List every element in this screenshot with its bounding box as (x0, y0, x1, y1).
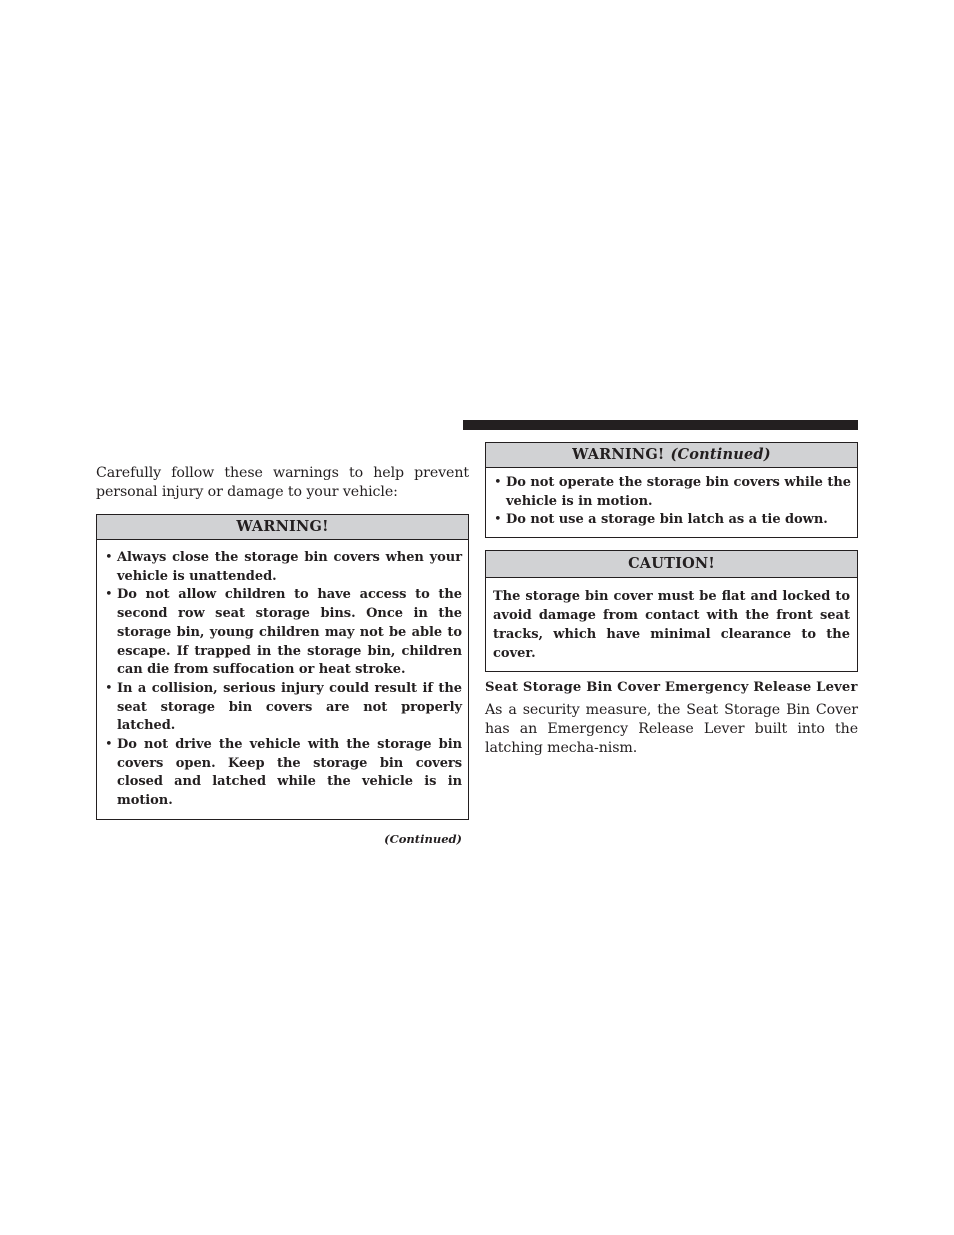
left-column (96, 464, 469, 846)
bullet-icon: • (105, 737, 113, 753)
bullet-icon: • (105, 550, 113, 565)
warning-body (97, 540, 468, 819)
caution-text: The storage bin cover must be flat and locked to avoid damage from contact with the front seat tracks, which have minimal clearance to the cover. (493, 589, 850, 662)
warning-continued-suffix: (Continued) (670, 446, 771, 463)
caution-header (486, 551, 857, 578)
section-paragraph: As a security measure, the Seat Storage Bin Cover has an Emergency Release Lever built into the latching mecha-nism. (485, 702, 858, 757)
warning-list (104, 549, 462, 811)
intro-paragraph: Carefully follow these warnings to help prevent personal injury or damage to your vehicle: (96, 465, 469, 500)
bullet-icon: • (105, 680, 113, 696)
section-rule (463, 420, 858, 430)
bullet-icon: • (105, 587, 113, 603)
spacer (485, 538, 858, 550)
warning-continued-list (493, 474, 851, 530)
right-column (485, 420, 858, 758)
warning-box (96, 514, 469, 820)
warning-continued-body (486, 468, 857, 537)
list-item: • Do not use a storage bin latch as a tie down. (493, 511, 851, 530)
warning-title: WARNING! (236, 518, 329, 535)
list-item: • Do not operate the storage bin covers while the vehicle is in motion. (494, 475, 851, 509)
list-item: • In a collision, serious injury could result if the seat storage bin covers are not properly latched. (105, 680, 462, 734)
caution-title: CAUTION! (628, 555, 715, 573)
warning-continued-box (485, 442, 858, 538)
warning-continued-title: WARNING! (572, 446, 665, 463)
list-item: • Do not drive the vehicle with the storage bin covers open. Keep the storage bin covers closed and latched while the vehicle is in motion. (105, 737, 462, 809)
warning-continued-header (486, 443, 857, 468)
list-item: • Do not allow children to have access to the second row seat storage bins. Once in the storage bin, young children may not be able to escape. If trapped in the storage bin, children can die from suffocation or heat stroke. (105, 587, 462, 678)
list-item: • Always close the storage bin covers when your vehicle is unattended. (105, 550, 462, 584)
bullet-icon: • (494, 475, 502, 490)
warning-header (97, 515, 468, 540)
caution-box (485, 550, 858, 672)
bullet-icon: • (494, 512, 502, 528)
continued-note: (Continued) (384, 831, 462, 846)
section-title: Seat Storage Bin Cover Emergency Release Lever (485, 680, 858, 696)
